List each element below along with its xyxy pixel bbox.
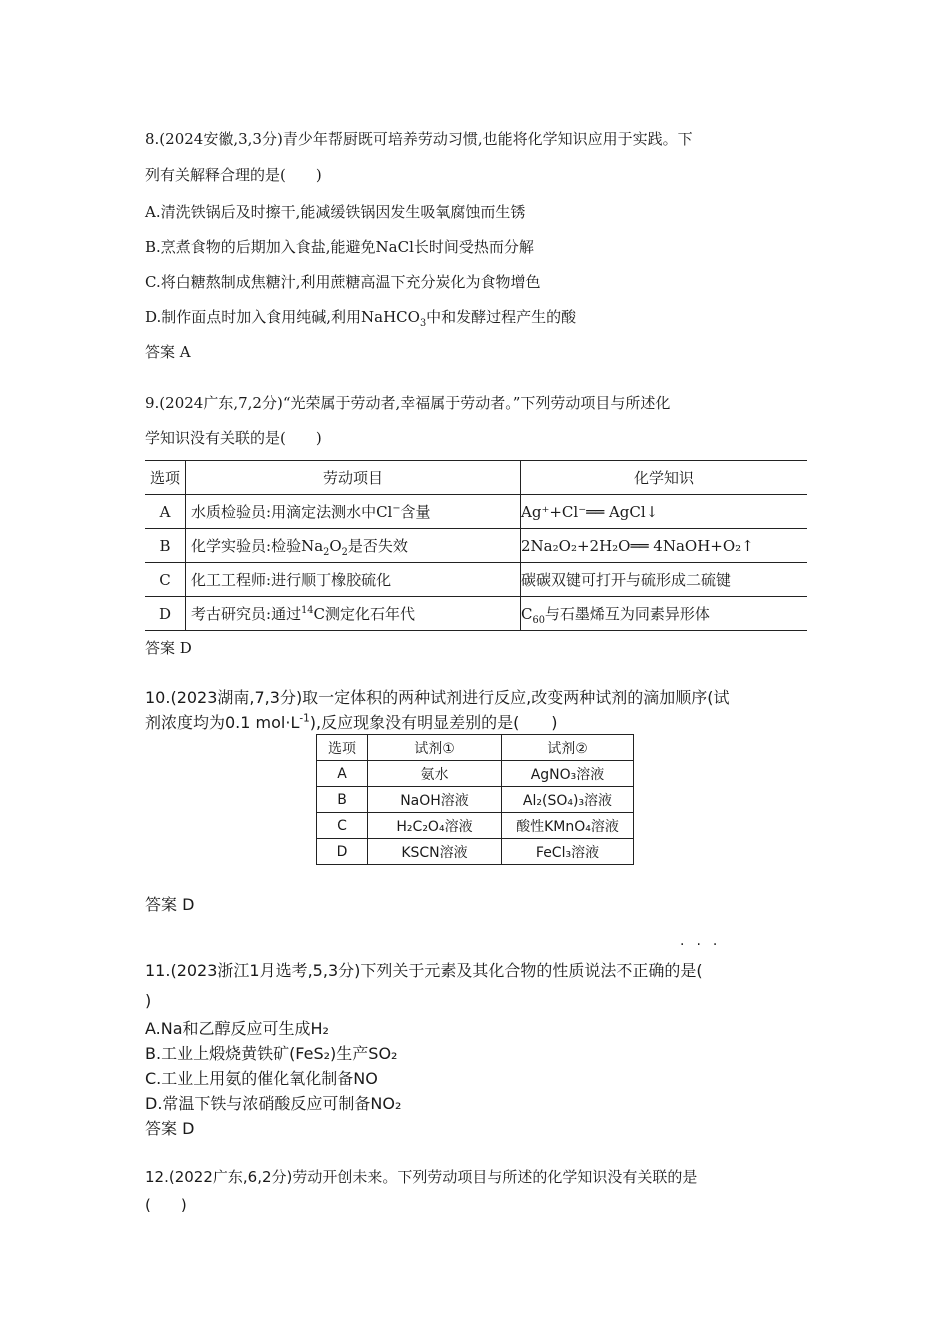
q8-option-b: B.烹煮食物的后期加入食盐,能避免NaCl长时间受热而分解 [145,238,534,256]
q9-row-b-item: 化学实验员:检验$Na_2O_2$是否失效 [186,529,521,563]
q10-answer: 答案 D [145,895,195,914]
q8-option-d: D.制作面点时加入食用纯碱,利用NaHCO$_3$中和发酵过程产生的酸 [145,308,577,329]
q10-row-d-reagent1: KSCN溶液 [368,839,502,865]
q10-row-a-option: A [317,761,368,787]
q9-row-c-option: C [145,563,186,597]
table-row [317,839,634,865]
table-row [145,563,807,597]
q10-row-c-reagent2: 酸性KMnO₄溶液 [502,813,634,839]
q9-row-a-knowledge: Ag⁺+Cl⁻══ AgCl↓ [521,495,807,529]
q12-stem-line1: 12.(2022广东,6,2分)劳动开创未来。下列劳动项目与所述的化学知识没有关联的是 [145,1168,698,1186]
q9-table-header [145,461,807,495]
q10-header-option: 选项 [317,735,368,761]
q9-table [145,460,807,631]
q9-row-b-option: B [145,529,186,563]
q9-answer: 答案 D [145,639,192,657]
q9-row-d-knowledge: $C_{60}$与石墨烯互为同素异形体 [521,597,807,631]
q8-option-c: C.将白糖熬制成焦糖汁,利用蔗糖高温下充分炭化为食物增色 [145,273,541,291]
q10-row-d-reagent2: FeCl₃溶液 [502,839,634,865]
q11-option-b: B.工业上煅烧黄铁矿(FeS₂)生产SO₂ [145,1044,398,1063]
table-row [145,529,807,563]
q10-row-b-option: B [317,787,368,813]
q9-row-c-item: 化工工程师:进行顺丁橡胶硫化 [186,563,521,597]
table-row [317,813,634,839]
q9-row-b-knowledge: 2Na₂O₂+2H₂O══ 4NaOH+O₂↑ [521,529,807,563]
q10-row-a-reagent2: AgNO₃溶液 [502,761,634,787]
q9-header-option: 选项 [145,461,186,495]
q10-row-c-reagent1: H₂C₂O₄溶液 [368,813,502,839]
q9-row-d-item: 考古研究员:通过$^{14}$C测定化石年代 [186,597,521,631]
q11-answer: 答案 D [145,1119,195,1138]
q12-stem-line2: ( ) [145,1196,187,1214]
q8-stem-line2: 列有关解释合理的是( ) [145,166,322,184]
q10-stem-line1: 10.(2023湖南,7,3分)取一定体积的两种试剂进行反应,改变两种试剂的滴加顺序(试 [145,688,730,707]
q9-row-a-item: 水质检验员:用滴定法测水中Cl−含量 [186,495,521,529]
q10-row-d-option: D [317,839,368,865]
q10-header-reagent2: 试剂② [502,735,634,761]
q8-option-a: A.清洗铁锅后及时擦干,能减缓铁锅因发生吸氧腐蚀而生锈 [145,203,526,221]
q9-row-a-option: A [145,495,186,529]
table-row [145,597,807,631]
q9-row-d-option: D [145,597,186,631]
q10-table [316,734,634,865]
q11-emphasis-dots: ··· [680,937,730,953]
q11-stem-line2: ) [145,991,152,1010]
q10-row-b-reagent2: Al₂(SO₄)₃溶液 [502,787,634,813]
q9-header-knowledge: 化学知识 [521,461,807,495]
q10-row-c-option: C [317,813,368,839]
q10-row-a-reagent1: 氨水 [368,761,502,787]
q10-header-reagent1: 试剂① [368,735,502,761]
q10-stem-line2: 剂浓度均为0.1 $mol\cdot L^{-1}$),反应现象没有明显差别的是( ) [145,712,558,732]
q9-row-c-knowledge: 碳碳双键可打开与硫形成二硫键 [521,563,807,597]
q8-answer: 答案 A [145,343,191,361]
q10-table-header [317,735,634,761]
q9-header-item: 劳动项目 [186,461,521,495]
table-row [317,761,634,787]
q9-stem-line1: 9.(2024广东,7,2分)“光荣属于劳动者,幸福属于劳动者。”下列劳动项目与所述化 [145,394,671,412]
q9-stem-line2: 学知识没有关联的是( ) [145,429,322,447]
q8-stem-line1: 8.(2024安徽,3,3分)青少年帮厨既可培养劳动习惯,也能将化学知识应用于实践。下 [145,130,693,148]
q10-row-b-reagent1: NaOH溶液 [368,787,502,813]
table-row [317,787,634,813]
q11-stem-line1: 11.(2023浙江1月选考,5,3分)下列关于元素及其化合物的性质说法不正确的是( [145,961,703,980]
q11-option-a: A.Na和乙醇反应可生成H₂ [145,1019,329,1038]
table-row [145,495,807,529]
q11-option-c: C.工业上用氨的催化氧化制备NO [145,1069,378,1088]
q11-option-d: D.常温下铁与浓硝酸反应可制备NO₂ [145,1094,402,1113]
